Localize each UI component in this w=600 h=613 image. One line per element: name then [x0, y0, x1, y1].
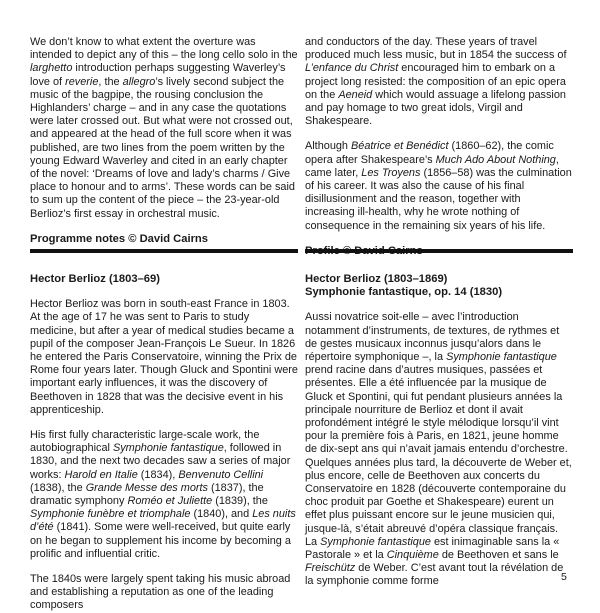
french-notes-heading [305, 273, 573, 299]
text-run: Aussi novatrice soit-elle – avec l’introduction notamment d’instruments, de textures, de rythmes et de gestes musicaux inconnus jusqu’alors dans le répertoire symphonique –, la [305, 311, 560, 364]
text-run: introduction perhaps suggesting Waverley’s love of [30, 62, 286, 88]
text-run: , followed in 1830, and the next two decades saw a series of major works: [30, 442, 291, 481]
french-heading-work: Symphonie fantastique, op. 14 (1830) [305, 286, 503, 299]
text-run: L’enfance du Christ [305, 62, 399, 75]
text-run: Although [305, 140, 352, 153]
text-run: Freischütz [305, 562, 356, 575]
text-run: reverie [65, 75, 99, 88]
programme-notes-credit: Programme notes © David Cairns [30, 232, 208, 245]
text-run: (1840), and [190, 508, 253, 521]
text-run: Les Troyens [361, 166, 421, 179]
overture-paragraph [30, 36, 298, 221]
text-run: de Weber. C’est avant tout la révélation de la symphonie comme forme [305, 562, 564, 588]
text-run: ’s lively second subject the music of the bagpipe, the rousing conclusion the Highlanders’ charge – and in any case the quotations were later crossed out. But what were not crossed out, and appeared at the head of the full score when it was published, are two lines from the poem written by the young Edward Waverley and cited in an early chapter of the novel: ‘Dreams of love and lady’s charms / Give place to honour and to arms’. These words can be said to sum up the content of the piece – the 23-year-old Berlioz’s first essay in orchestral music. [30, 75, 295, 220]
biography-paragraph-3 [30, 573, 298, 613]
text-run: Grande Messe des morts [85, 481, 208, 494]
french-heading-composer: Hector Berlioz (1803–1869) [305, 273, 448, 285]
text-run: (1841). Some were well-received, but quite early on he began to supplement his income by becoming a prolific and influential critic. [30, 521, 291, 560]
text-run: Symphonie fantastique [112, 442, 224, 455]
text-run: Symphonie fantastique [320, 535, 431, 548]
text-run: est inimaginable sans la « Pastorale » et la [305, 535, 560, 562]
text-run: The 1840s were largely spent taking his music abroad and establishing a reputation as one of the leading composers [30, 573, 291, 612]
biography-heading: Hector Berlioz (1803–69) [30, 273, 160, 285]
biography-paragraph-2 [30, 429, 298, 561]
text-run: Hector Berlioz was born in south-east France in 1803. At the age of 17 he was sent to Paris to study medicine, but after a year of medical studies became a pupil of the composer Jean-François Le Sueur. In 1826 he entered the Paris Conservatoire, winning the Prix de Rome four years later. Though Gluck and Spontini were important early influences, it was the discovery of Beethoven in 1828 that was the decisive event in his apprenticeship. [30, 298, 298, 416]
text-run: Aeneid [338, 88, 373, 101]
text-run: Béatrice et Benédict [351, 140, 449, 153]
text-run: Les nuits d’été [30, 508, 296, 534]
text-run: (1838), the [30, 481, 86, 494]
text-run: Harold en Italie [64, 468, 138, 481]
text-run: prend racine dans d’autres musiques, passées et présentes. Elle a été influencée par la musique de Gluck et Spontini, qui fut pendant plusieurs années la principale nourriture de Berlioz et dont il avait profondément intégré le style mélodique lorsqu’il vint pour la première fois à Paris, en 1821, jeune homme de dix-sept ans qui n’avait jamais entendu d’orchestre. Quelques années plus tard, la découverte de Weber et, plus encore, celle de Beethoven aux concerts du Conservatoire en 1828 (découverte contemporaine du choc produit par Goethe et Shakespeare) eurent un effet plus puissant encore sur le jeune musicien qui, jusque-là, s’était abreuvé d’opéra classique français. La [305, 364, 572, 548]
text-run: larghetto [30, 62, 73, 75]
travel-paragraph [305, 36, 573, 128]
text-run: , the [98, 75, 123, 88]
text-run: de Beethoven et sans le [438, 549, 559, 562]
text-run: (1860–62), the comic opera after Shakespeare’s [305, 140, 554, 166]
bottom-left-column [30, 273, 298, 613]
text-run: Roméo et Juliette [127, 495, 213, 508]
text-run: Benvenuto Cellini [178, 468, 264, 481]
text-run: (1834), [137, 468, 179, 481]
later-works-paragraph [305, 140, 573, 232]
text-run: His first fully characteristic large-scale work, the autobiographical [30, 429, 260, 455]
top-right-column [305, 36, 573, 270]
top-left-column [30, 36, 298, 258]
text-run: Much Ado About Nothing [435, 153, 556, 166]
text-run: (1856–58) was the culmination of his career. It was also the cause of his final disillusionment and the reason, together with increasing ill-health, why he wrote nothing of consequence in the remaining six years of his life. [305, 166, 572, 232]
text-run: Cinquième [386, 549, 439, 562]
text-run: encouraged him to embark on a project long resisted: the composition of an epic opera on the [305, 62, 566, 101]
text-run: and conductors of the day. These years of travel produced much less music, but in 1854 the success of [305, 36, 567, 62]
biography-paragraph-1 [30, 298, 298, 417]
text-run: (1837), the dramatic symphony [30, 481, 264, 508]
text-run: , came later, [305, 153, 559, 179]
text-run: which would assuage a lifelong passion and pay homage to two great idols, Virgil and Shakespeare. [305, 88, 566, 128]
section-divider-right [305, 249, 573, 253]
text-run: Symphonie funèbre et triomphale [30, 508, 191, 521]
bottom-right-column [305, 273, 573, 589]
section-divider-left [30, 249, 298, 253]
page-number: 5 [561, 571, 567, 583]
text-run: (1839), the [212, 495, 268, 508]
french-notes-paragraph [305, 311, 573, 588]
text-run: Symphonie fantastique [446, 351, 557, 364]
text-run: allegro [122, 75, 156, 88]
text-run: We don’t know to what extent the overture was intended to depict any of this – the long cello solo in the [30, 36, 298, 62]
